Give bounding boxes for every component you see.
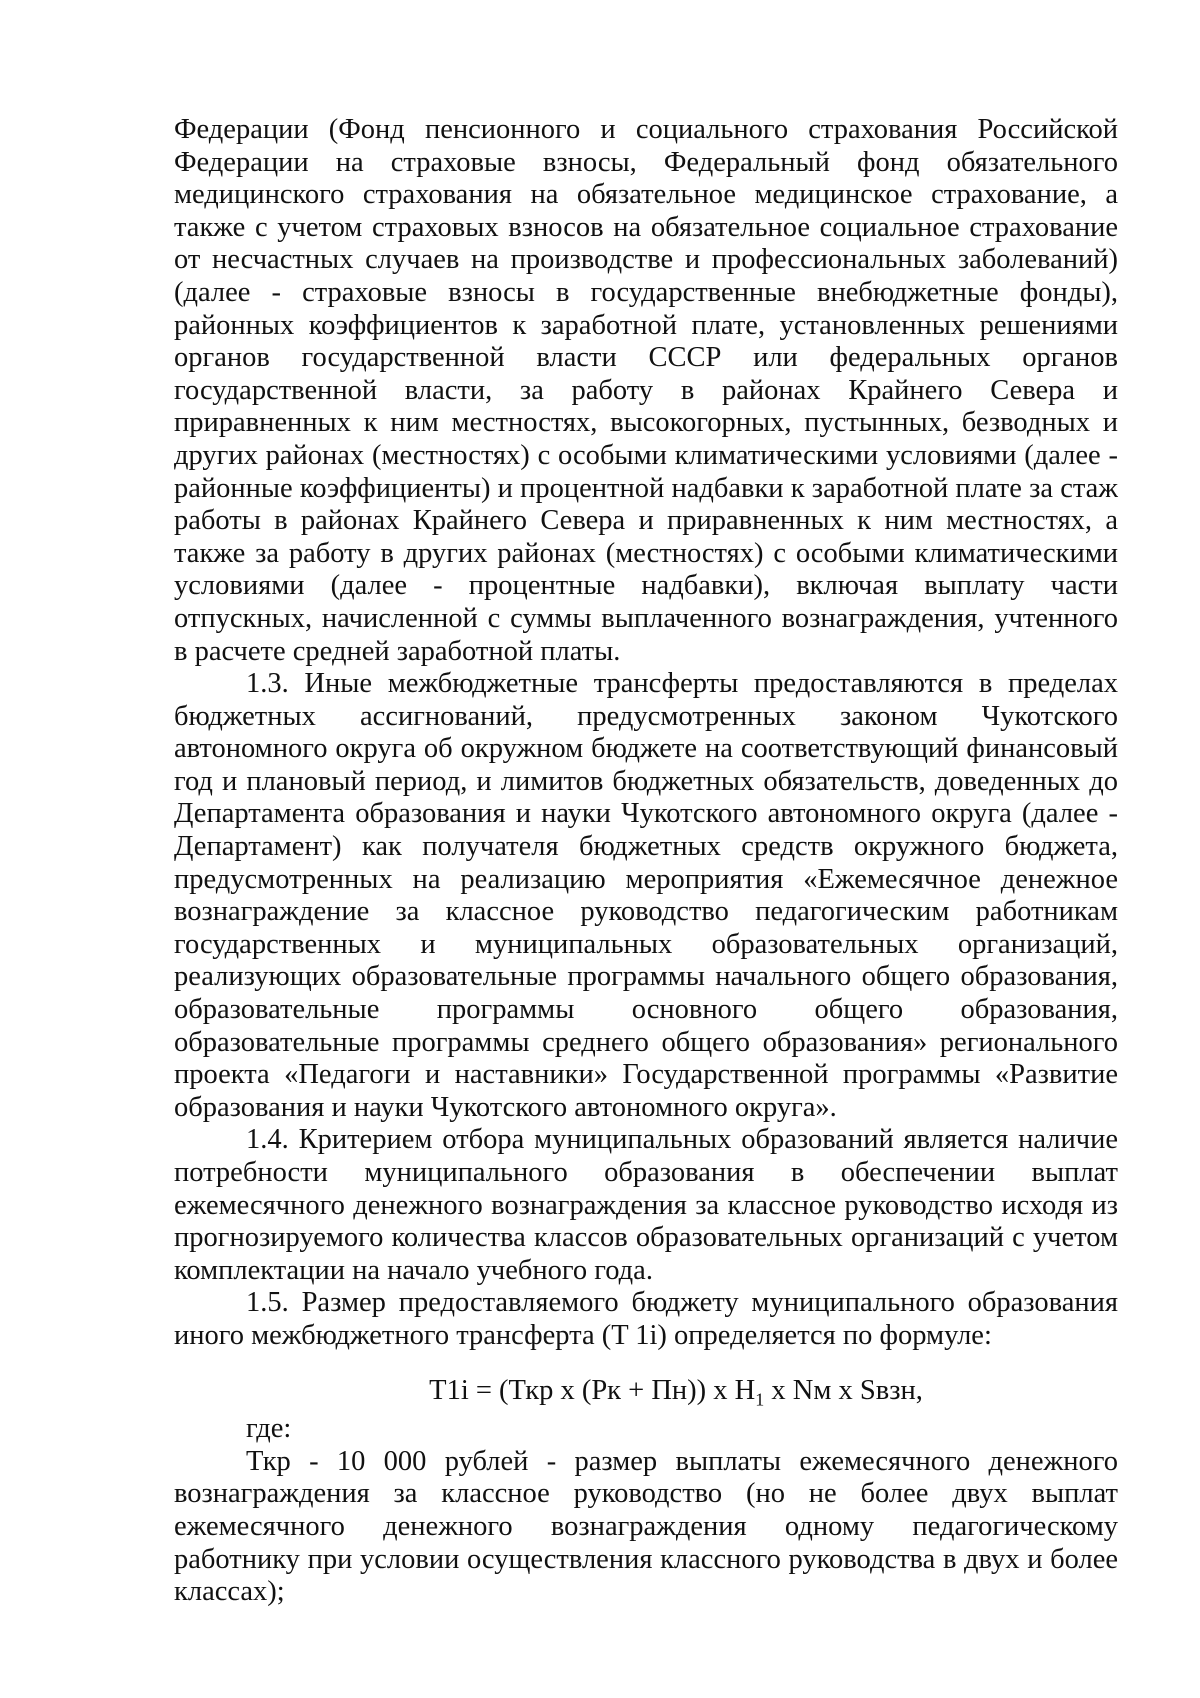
formula-left: T1i = (Ткр х (Рк + Пн)) х Н [429, 1374, 756, 1406]
document-page [174, 114, 1118, 1609]
definition-tkr: Ткр - 10 000 рублей - размер выплаты ежемесячного денежного вознаграждения за классное руководство (но не более двух выплат ежемесячного денежного вознаграждения одному педагогическому работнику при условии осуществления классного руководства в двух и более классах); [174, 1445, 1118, 1608]
paragraph-continuation: Федерации (Фонд пенсионного и социального страхования Российской Федерации на страховые взносы, Федеральный фонд обязательного медицинского страхования на обязательное медицинское страхование, а также с учетом страховых взносов на обязательное социальное страхование от несчастных случаев на производстве и профессиональных заболеваний) (далее - страховые взносы в государственные внебюджетные фонды), районных коэффициентов к заработной плате, установленных решениями органов государственной власти СССР или федеральных органов государственной власти, за работу в районах Крайнего Севера и приравненных к ним местностях, высокогорных, пустынных, безводных и других районах (местностях) с особыми климатическими условиями (далее - районные коэффициенты) и процентной надбавки к заработной плате за стаж работы в районах Крайнего Севера и приравненных к ним местностях, а также за работу в других районах (местностях) с особыми климатическими условиями (далее - процентные надбавки), включая выплату части отпускных, начисленной с суммы выплаченного вознаграждения, учтенного в расчете средней заработной платы. [174, 114, 1118, 667]
formula-right: х Nм х Sвзн, [764, 1374, 923, 1406]
formula-subscript: 1 [755, 1389, 765, 1410]
paragraph-1-5: 1.5. Размер предоставляемого бюджету муниципального образования иного межбюджетного трансферта (T 1i) определяется по формуле: [174, 1287, 1118, 1351]
paragraph-1-3: 1.3. Иные межбюджетные трансферты предоставляются в пределах бюджетных ассигнований, предусмотренных законом Чукотского автономного округа об окружном бюджете на соответствующий финансовый год и плановый период, и лимитов бюджетных обязательств, доведенных до Департамента образования и науки Чукотского автономного округа (далее - Департамент) как получателя бюджетных средств окружного бюджета, предусмотренных на реализацию мероприятия «Ежемесячное денежное вознаграждение за классное руководство педагогическим работникам государственных и муниципальных образовательных организаций, реализующих образовательные программы начального общего образования, образовательные программы основного общего образования, образовательные программы среднего общего образования» регионального проекта «Педагоги и наставники» Государственной программы «Развитие образования и науки Чукотского автономного округа». [174, 668, 1118, 1123]
paragraph-1-4: 1.4. Критерием отбора муниципальных образований является наличие потребности муниципального образования в обеспечении выплат ежемесячного денежного вознаграждения за классное руководство исходя из прогнозируемого количества классов образовательных организаций с учетом комплектации на начало учебного года. [174, 1124, 1118, 1286]
transfer-formula [174, 1375, 1118, 1408]
where-label: где: [246, 1413, 292, 1445]
